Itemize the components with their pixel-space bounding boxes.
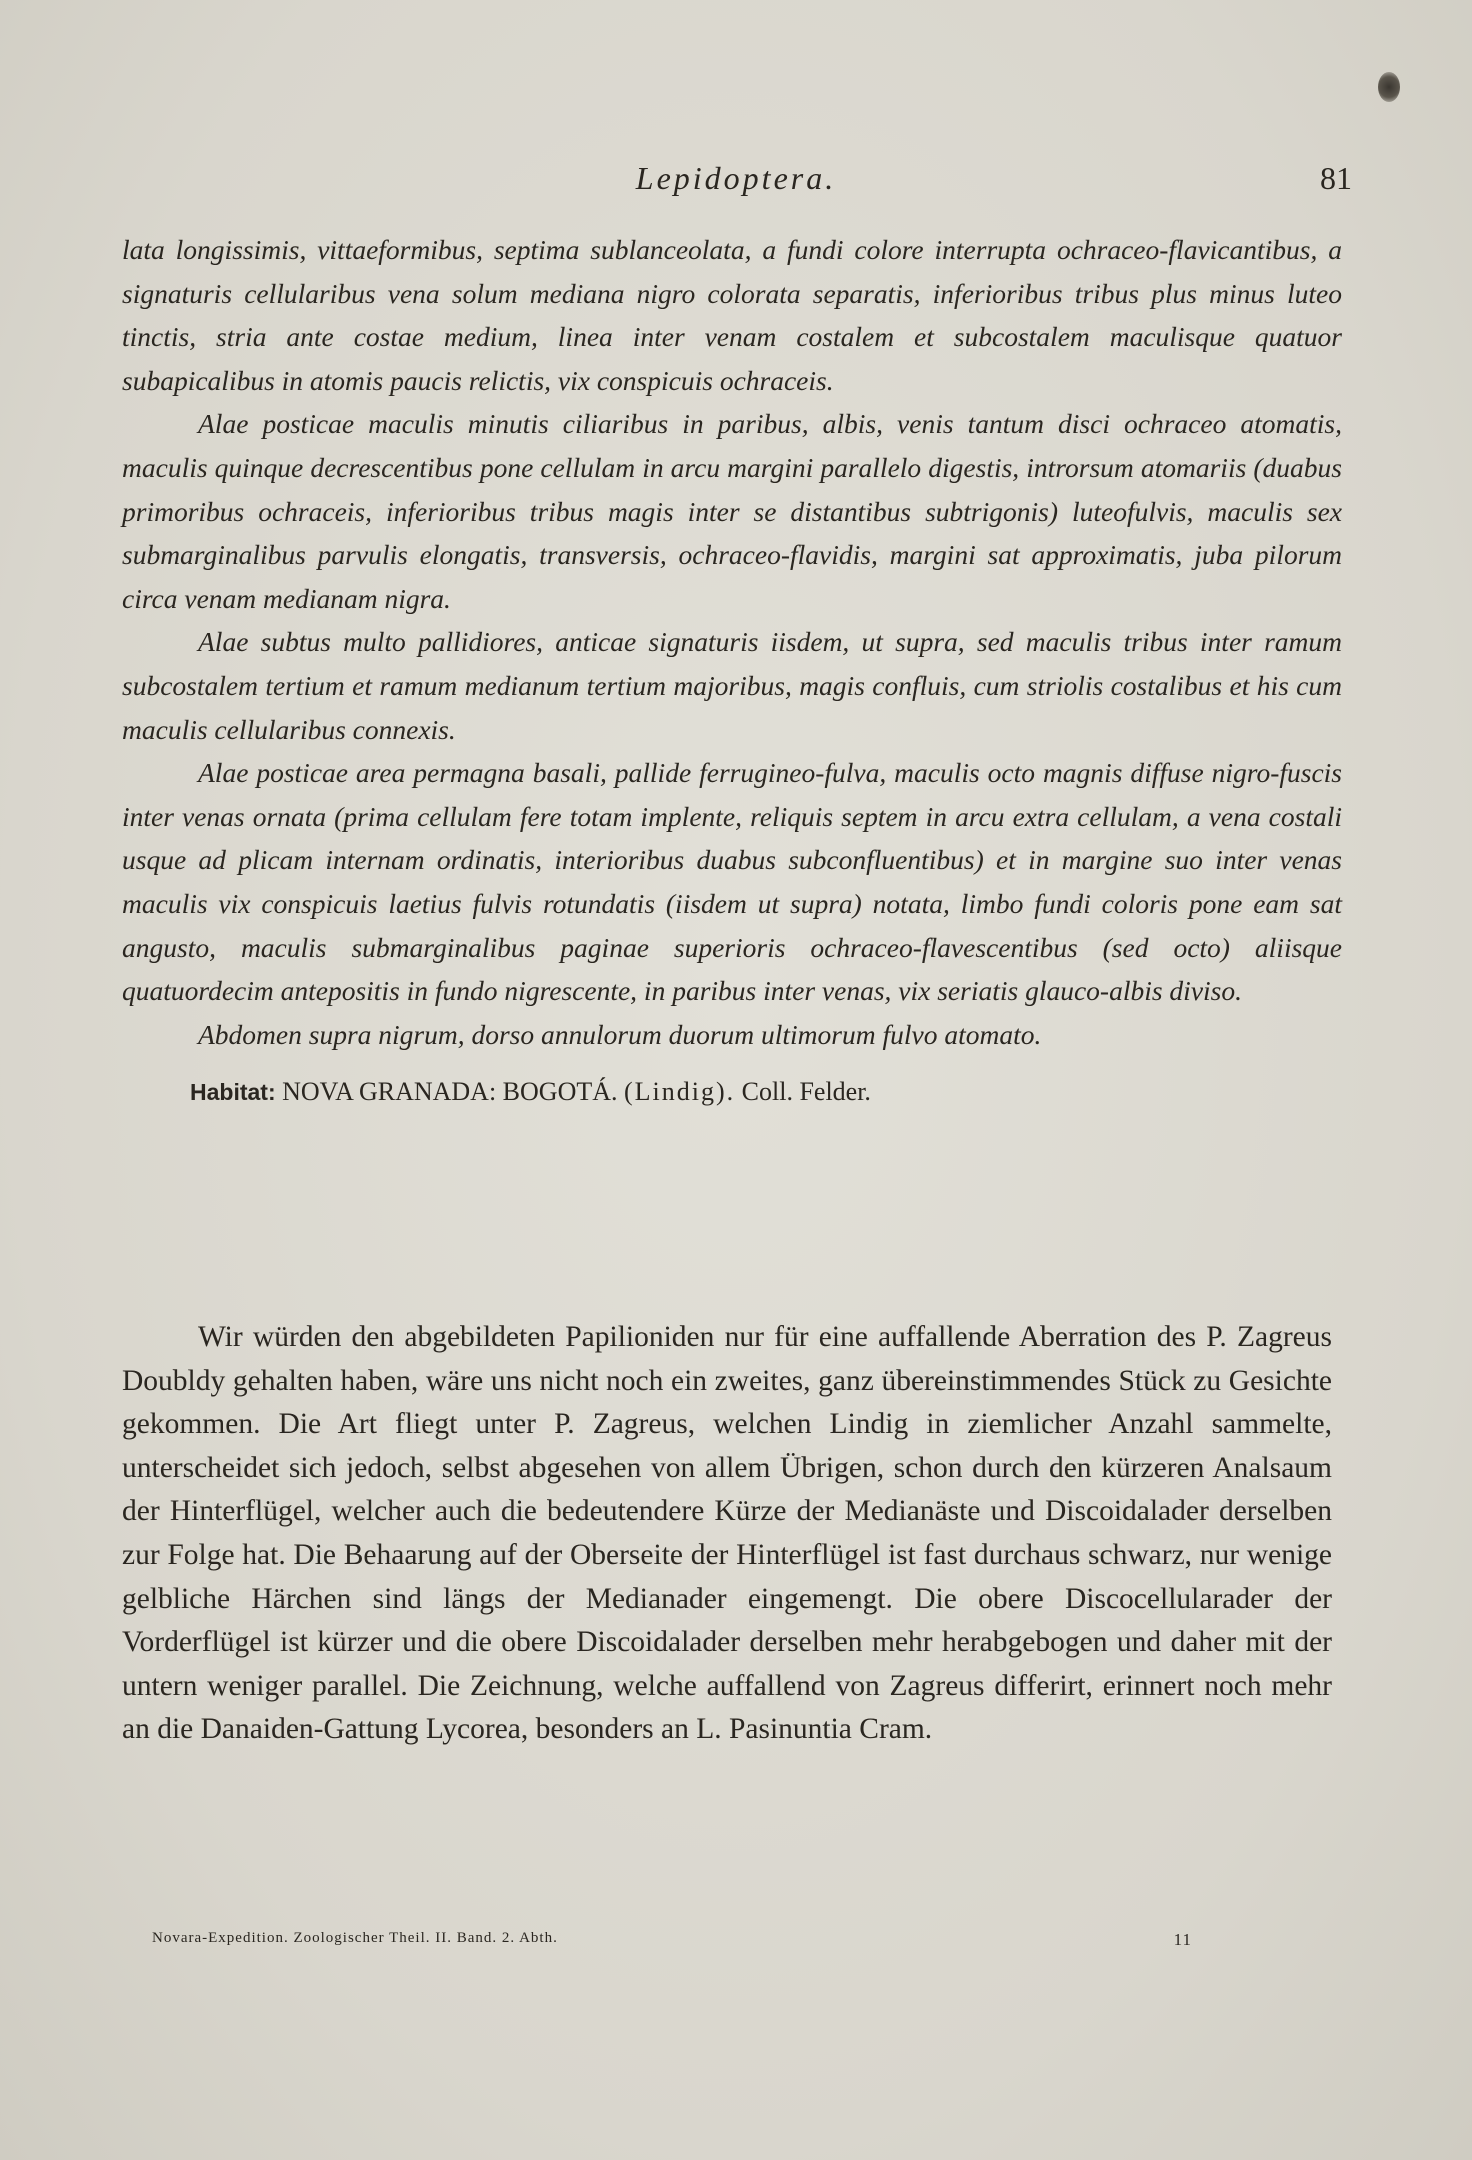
page-header bbox=[120, 160, 1352, 200]
habitat-label: Habitat: bbox=[190, 1079, 276, 1106]
footer-source: Novara-Expedition. Zoologischer Theil. II. Band. 2. Abth. bbox=[152, 1930, 558, 1946]
latin-description bbox=[122, 228, 1342, 1115]
footer-signature: 11 bbox=[1173, 1930, 1192, 1949]
latin-paragraph-4: Alae posticae area permagna basali, pallide ferrugineo-fulva, maculis octo magnis diffuse nigro-fuscis inter venas ornata (prima cellulam fere totam implente, reliquis septem in arcu extra cellulam, a vena costali usque ad plicam internam ordinatis, interioribus duabus subconfluentibus) et in margine suo inter venas maculis vix conspicuis laetius fulvis rotundatis (iisdem ut supra) notata, limbo fundi coloris pone eam sat angusto, maculis submarginalibus paginae superioris ochraceo-flavescentibus (sed octo) aliisque quatuordecim antepositis in fundo nigrescente, in paribus inter venas, vix seriatis glauco-albis diviso. bbox=[122, 757, 1342, 1007]
ink-spot bbox=[1378, 72, 1400, 102]
german-commentary: Wir würden den abgebildeten Papilioniden nur für eine auffallende Aberration des P. Zagreus Doubldy gehalten haben, wäre uns nicht noch ein zweites, ganz übereinstimmendes Stück zu Gesichte gekommen. Die Art fliegt unter P. Zagreus, welchen Lindig in ziemlicher Anzahl sammelte, unterscheidet sich jedoch, selbst abgesehen von allem Übrigen, schon durch den kürzeren Analsaum der Hinterflügel, welcher auch die bedeutendere Kürze der Medianäste und Discoidalader derselben zur Folge hat. Die Behaarung auf der Oberseite der Hinterflügel ist fast durchaus schwarz, nur wenige gelbliche Härchen sind längs der Medianader eingemengt. Die obere Discocellularader der Vorderflügel ist kürzer und die obere Discoidalader derselben mehr herabgebogen und daher mit der untern weniger parallel. Die Zeichnung, welche auffallend von Zagreus differirt, erinnert noch mehr an die Danaiden-Gattung Lycorea, besonders an L. Pasinuntia Cram. bbox=[122, 1321, 1332, 1746]
page-number: 81 bbox=[1320, 160, 1352, 196]
latin-paragraph-2: Alae posticae maculis minutis ciliaribus in paribus, albis, venis tantum disci ochraceo atomatis, maculis quinque decrescentibus pone cellulam in arcu margini parallelo digestis, introrsum atomariis (duabus primoribus ochraceis, inferioribus tribus magis inter se distantibus subtrigonis) luteofulvis, maculis sex submarginalibus parvulis elongatis, transversis, ochraceo-flavidis, margini sat approximatis, juba pilorum circa venam medianam nigra. bbox=[122, 408, 1342, 614]
habitat-collection: Coll. Felder. bbox=[741, 1077, 871, 1107]
habitat-collector: (Lindig). bbox=[624, 1077, 736, 1107]
habitat-locality: NOVA GRANADA: BOGOTÁ. bbox=[282, 1077, 618, 1107]
habitat-line bbox=[122, 1070, 1342, 1115]
running-title: Lepidoptera. bbox=[635, 160, 837, 196]
latin-paragraph-3: Alae subtus multo pallidiores, anticae signaturis iisdem, ut supra, sed maculis tribus inter ramum subcostalem tertium et ramum medianum tertium majoribus, magis confluis, cum striolis costalibus et his cum maculis cellularibus connexis. bbox=[122, 626, 1342, 745]
latin-paragraph-5: Abdomen supra nigrum, dorso annulorum duorum ultimorum fulvo atomato. bbox=[198, 1018, 1042, 1050]
latin-paragraph-1: lata longissimis, vittaeformibus, septima sublanceolata, a fundi colore interrupta ochraceo-flavicantibus, a signaturis cellularibus vena solum mediana nigro colorata separatis, inferioribus tribus plus minus luteo tinctis, stria ante costae medium, linea inter venam costalem et subcostalem maculisque quatuor subapicalibus in atomis paucis relictis, vix conspicuis ochraceis. bbox=[122, 234, 1342, 396]
